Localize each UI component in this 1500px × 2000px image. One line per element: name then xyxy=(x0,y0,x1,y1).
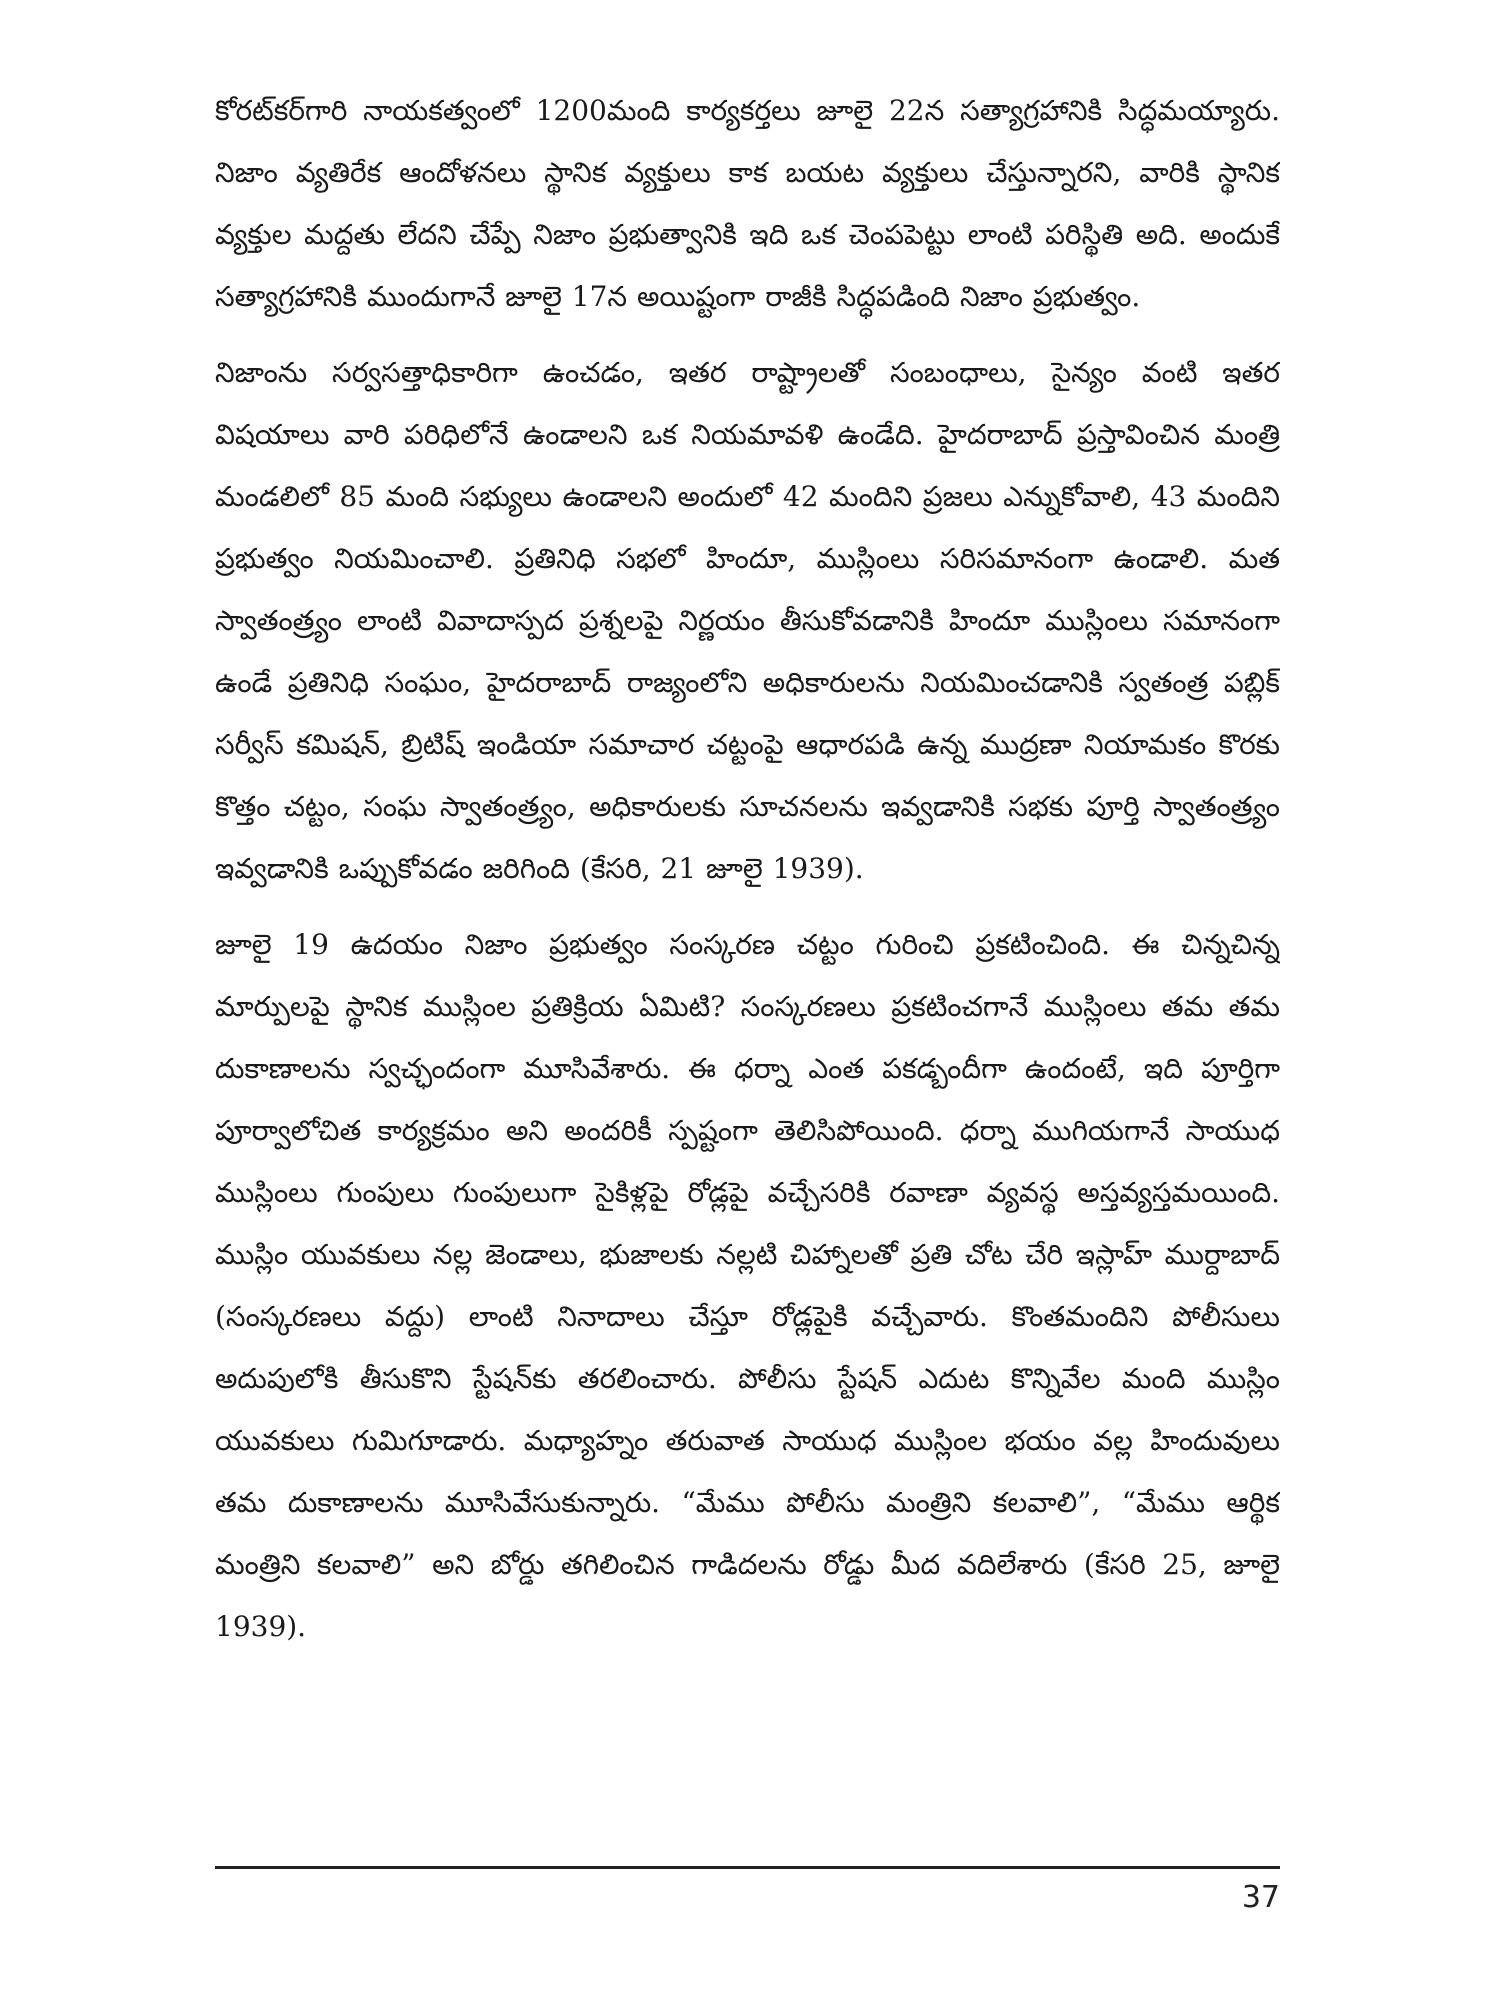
page-number: 37 xyxy=(1241,1880,1280,1915)
paragraph-reforms-reaction: జూలై 19 ఉదయం నిజాం ప్రభుత్వం సంస్కరణ చట్టం గురించి ప్రకటించింది. ఈ చిన్నచిన్న మార్పులపై స్థానిక ముస్లింల ప్రతిక్రియ ఏమిటి? సంస్కరణలు ప్రకటించగానే ముస్లింలు తమ తమ దుకాణాలను స్వచ్ఛందంగా మూసివేశారు. ఈ ధర్నా ఎంత పకడ్బందీగా ఉందంటే, ఇది పూర్తిగా పూర్వాలోచిత కార్యక్రమం అని అందరికీ స్పష్టంగా తెలిసిపోయింది. ధర్నా ముగియగానే సాయుధ ముస్లింలు గుంపులు గుంపులుగా సైకిళ్లపై రోడ్లపై వచ్చేసరికి రవాణా వ్యవస్థ అస్తవ్యస్తమయింది. ముస్లిం యువకులు నల్ల జెండాలు, భుజాలకు నల్లటి చిహ్నాలతో ప్రతి చోట చేరి ఇస్లాహ్ ముర్దాబాద్ (సంస్కరణలు వద్దు) లాంటి నినాదాలు చేస్తూ రోడ్లపైకి వచ్చేవారు. కొంతమందిని పోలీసులు అదుపులోకి తీసుకొని స్టేషన్‌కు తరలించారు. పోలీసు స్టేషన్ ఎదుట కొన్నివేల మంది ముస్లిం యువకులు గుమిగూడారు. మధ్యాహ్నం తరువాత సాయుధ ముస్లింల భయం వల్ల హిందువులు తమ దుకాణాలను మూసివేసుకున్నారు. “మేము పోలీసు మంత్రిని కలవాలి”, “మేము ఆర్థిక మంత్రిని కలవాలి” అని బోర్డు తగిలించిన గాడిదలను రోడ్డు మీద వదిలేశారు (కేసరి 25, జూలై 1939). xyxy=(215,928,1280,1643)
paragraph-constitution: నిజాంను సర్వసత్తాధికారిగా ఉంచడం, ఇతర రాష్ట్రాలతో సంబంధాలు, సైన్యం వంటి ఇతర విషయాలు వారి పరిధిలోనే ఉండాలని ఒక నియమావళి ఉండేది. హైదరాబాద్ ప్రస్తావించిన మంత్రి మండలిలో 85 మంది సభ్యులు ఉండాలని అందులో 42 మందిని ప్రజలు ఎన్నుకోవాలి, 43 మందిని ప్రభుత్వం నియమించాలి. ప్రతినిధి సభలో హిందూ, ముస్లింలు సరిసమానంగా ఉండాలి. మత స్వాతంత్ర్యం లాంటి వివాదాస్పద ప్రశ్నలపై నిర్ణయం తీసుకోవడానికి హిందూ ముస్లింలు సమానంగా ఉండే ప్రతినిధి సంఘం, హైదరాబాద్ రాజ్యంలోని అధికారులను నియమించడానికి స్వతంత్ర పబ్లిక్ సర్వీస్ కమిషన్, బ్రిటిష్ ఇండియా సమాచార చట్టంపై ఆధారపడి ఉన్న ముద్రణా నియామకం కొరకు కొత్తం చట్టం, సంఘ స్వాతంత్ర్యం, అధికారులకు సూచనలను ఇవ్వడానికి సభకు పూర్తి స్వాతంత్ర్యం ఇవ్వడానికి ఒప్పుకోవడం జరిగింది (కేసరి, 21 జూలై 1939). xyxy=(215,356,1280,885)
book-page xyxy=(215,80,1280,1920)
paragraph-satyagraha: కోరట్‌కర్‌గారి నాయకత్వంలో 1200మంది కార్యకర్తలు జూలై 22న సత్యాగ్రహానికి సిద్ధమయ్యారు. నిజాం వ్యతిరేక ఆందోళనలు స్థానిక వ్యక్తులు కాక బయట వ్యక్తులు చేస్తున్నారని, వారికి స్థానిక వ్యక్తుల మద్దతు లేదని చేప్పే నిజాం ప్రభుత్వానికి ఇది ఒక చెంపపెట్టు లాంటి పరిస్థితి అది. అందుకే సత్యాగ్రహానికి ముందుగానే జూలై 17న అయిష్టంగా రాజీకి సిద్ధపడింది నిజాం ప్రభుత్వం. xyxy=(215,94,1280,313)
footer-rule xyxy=(215,1866,1280,1869)
body-text xyxy=(215,80,1280,1858)
